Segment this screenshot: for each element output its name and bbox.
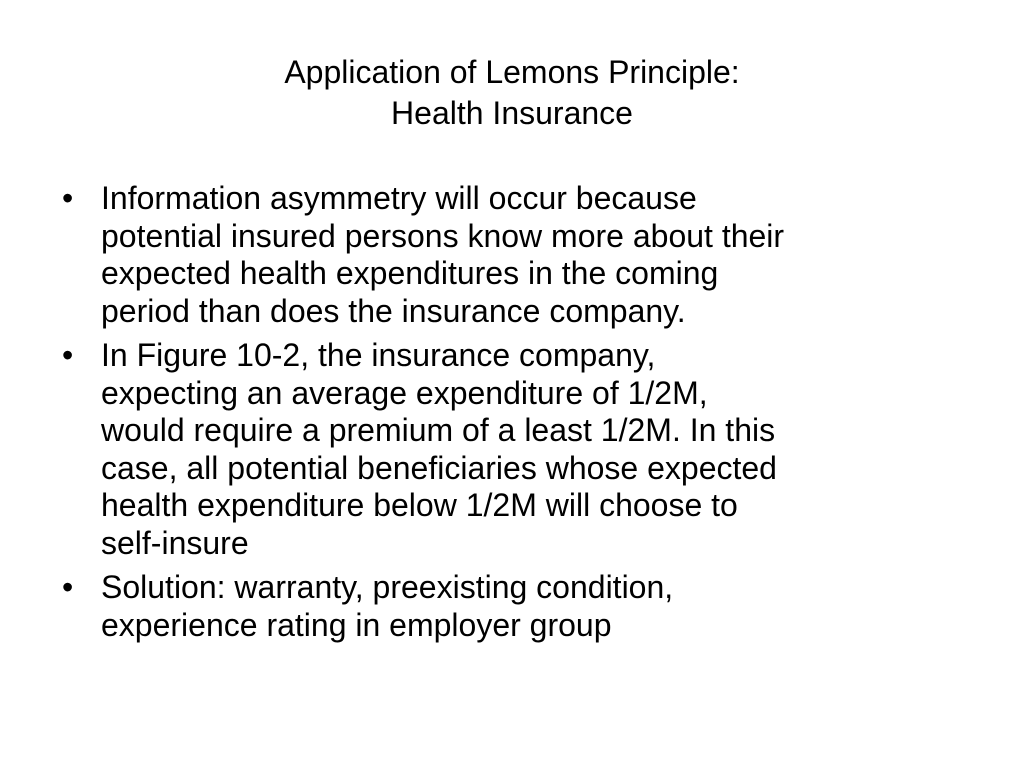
slide-title [0,52,1024,134]
bullet-line: experience rating in employer group [101,606,612,643]
bullet-line: Information asymmetry will occur because [101,180,697,216]
bullet-line: self-insure [101,524,249,561]
title-line-2: Health Insurance [391,95,633,131]
bullet-item-1 [62,180,962,330]
bullet-line: expected health expenditures in the coming [101,255,719,291]
bullet-line: potential insured persons know more about their [101,217,785,254]
bullet-list [62,180,962,651]
bullet-line: In Figure 10-2, the insurance company, [101,337,656,373]
bullet-item-2 [62,337,962,562]
bullet-line: Solution: warranty, preexisting condition, [101,569,674,605]
bullet-line: would require a premium of a least 1/2M. In this [101,412,776,448]
bullet-line: health expenditure below 1/2M will choose to [101,487,738,523]
bullet-line: expecting an average expenditure of 1/2M, [101,374,708,411]
bullet-line: period than does the insurance company. [101,292,686,329]
bullet-icon: • [62,569,74,605]
bullet-icon: • [62,180,74,216]
bullet-line: case, all potential beneficiaries whose expected [101,449,777,486]
bullet-item-3 [62,569,962,644]
bullet-icon: • [62,337,74,373]
title-line-1: Application of Lemons Principle: [284,54,740,90]
